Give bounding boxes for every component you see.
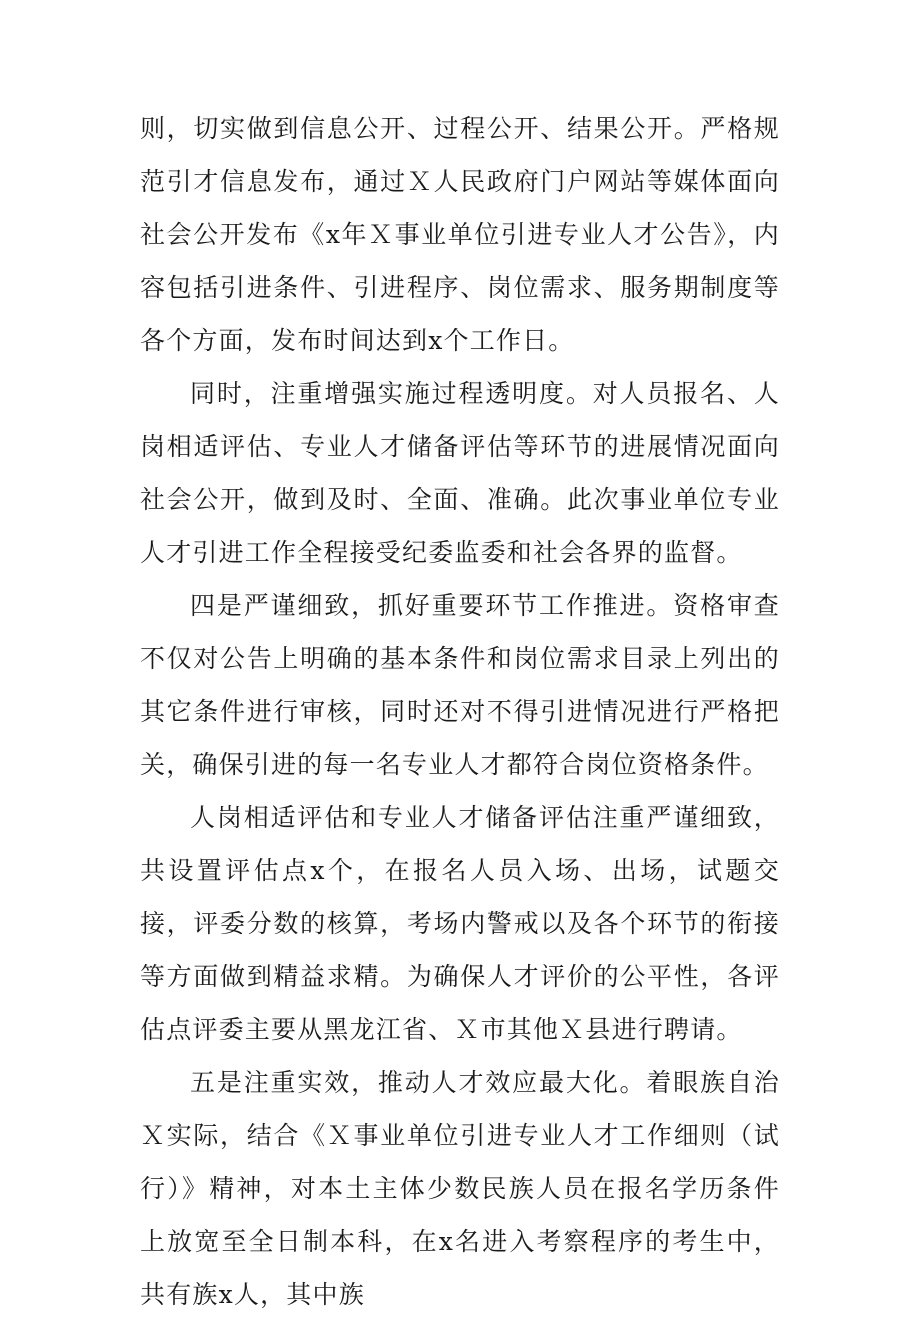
paragraph-2: 同时，注重增强实施过程透明度。对人员报名、人岗相适评估、专业人才储备评估等环节的进展情况面向社会公开，做到及时、全面、准确。此次事业单位专业人才引进工作全程接受纪委监委和社会各界的监督。	[140, 379, 780, 567]
paragraph-3: 四是严谨细致，抓好重要环节工作推进。资格审查不仅对公告上明确的基本条件和岗位需求目录上列出的其它条件进行审核，同时还对不得引进情况进行严格把关，确保引进的每一名专业人才都符合岗位资格条件。	[140, 591, 780, 779]
paragraph-5: 五是注重实效，推动人才效应最大化。着眼族自治Ｘ实际，结合《Ｘ事业单位引进专业人才工作细则（试行）》精神，对本土主体少数民族人员在报名学历条件上放宽至全日制本科，在x名进入考察程序的考生中，共有族x人，其中族	[140, 1068, 780, 1309]
paragraph-4: 人岗相适评估和专业人才储备评估注重严谨细致，共设置评估点x个，在报名人员入场、出场，试题交接，评委分数的核算，考场内警戒以及各个环节的衔接等方面做到精益求精。为确保人才评价的公平性，各评估点评委主要从黑龙江省、Ｘ市其他Ｘ县进行聘请。	[140, 803, 780, 1044]
document-body	[140, 102, 780, 1321]
paragraph-1: 则，切实做到信息公开、过程公开、结果公开。严格规范引才信息发布，通过Ｘ人民政府门户网站等媒体面向社会公开发布《x年Ｘ事业单位引进专业人才公告》，内容包括引进条件、引进程序、岗位需求、服务期制度等各个方面，发布时间达到x个工作日。	[140, 114, 780, 355]
